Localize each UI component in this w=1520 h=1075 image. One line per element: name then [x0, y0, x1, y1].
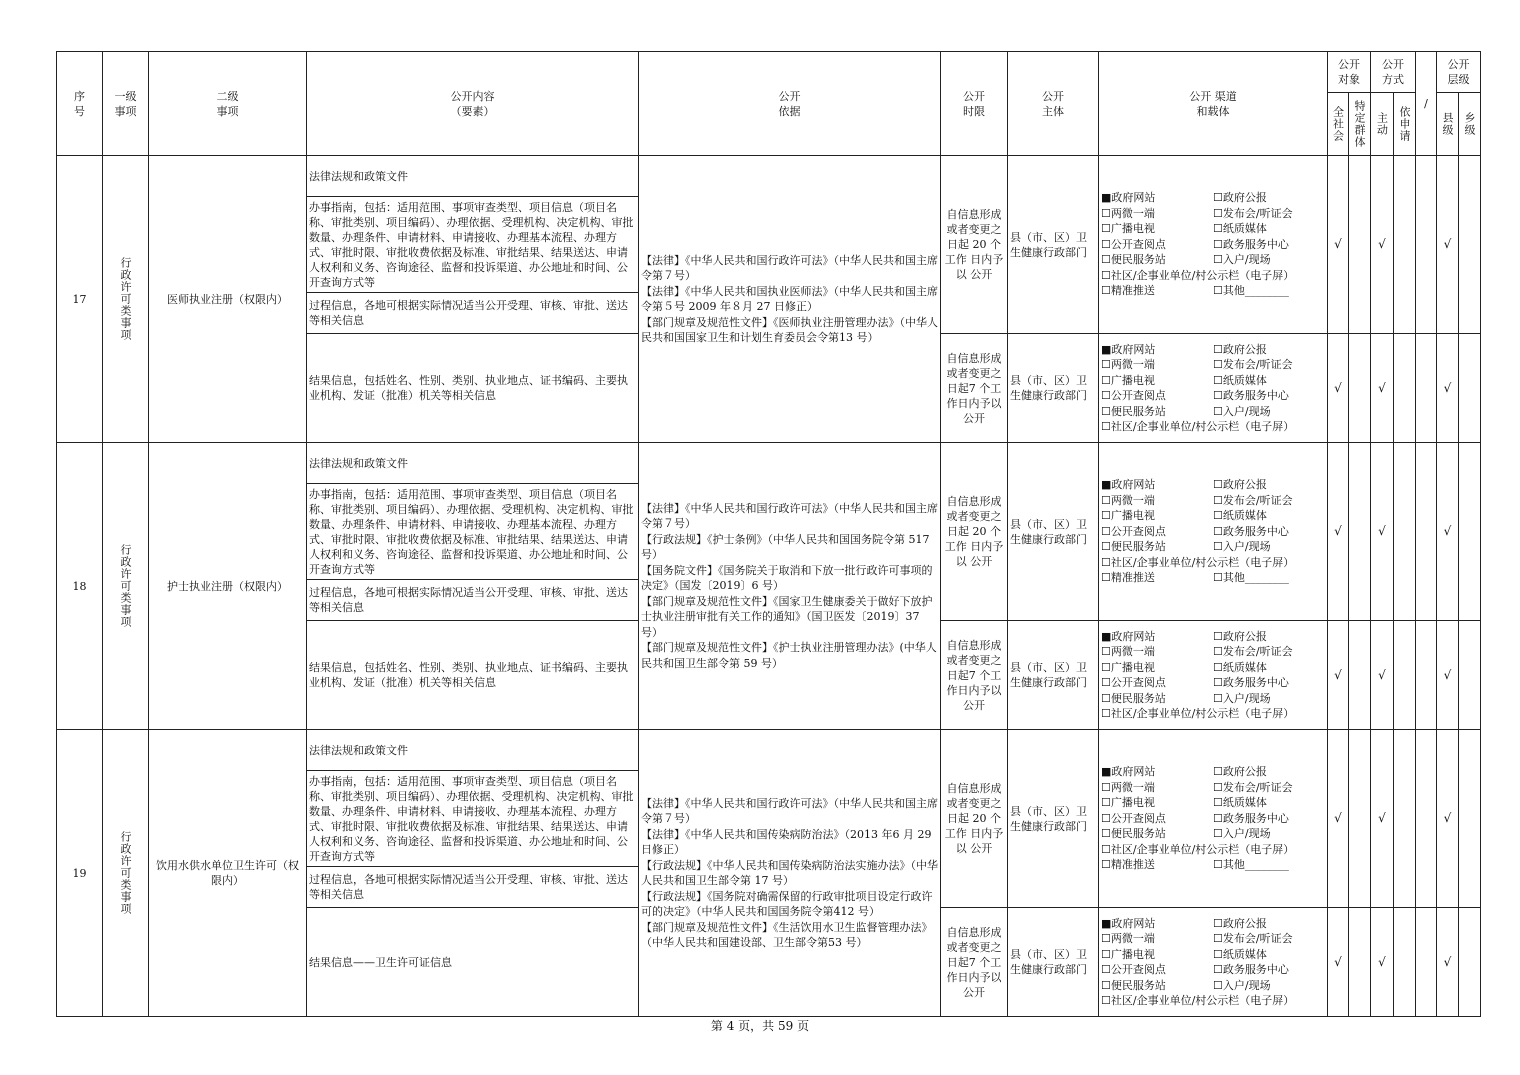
content-cell: 法律法规和政策文件 — [307, 156, 639, 197]
basis-cell: 【法律】《中华人民共和国行政许可法》（中华人民共和国主席令第７号） 【法律】《中华人民共和国传染病防治法》（2013 年6 月 29 日修正） 【行政法规】《中华人民共和国传染病防治法实施办法》（中华人民共和国卫生部令第 17 号） 【行政法规】《国务院对确需保留的行政审批项目设定行政许可的决定》（中华人民共和国国务院令第412 号） 【部门规章及规范性文件】《生活饮用水卫生监督管理办法》（中华人民共和国建设部、卫生部令第53 号） — [639, 730, 941, 1017]
table-row — [57, 443, 1481, 484]
channel-list — [1101, 477, 1325, 586]
subject-cell: 县（市、区）卫 生健康行政部门 — [1008, 443, 1099, 621]
channel-option: ☐公开查阅点 — [1101, 963, 1166, 976]
channel-option: ☐便民服务站 — [1101, 253, 1166, 267]
channel-option: ☐纸质媒体 — [1213, 947, 1267, 961]
time-limit-cell: 自信息形成或者变更之日起 20 个工作 日内予以 公开 — [941, 730, 1008, 908]
check-specific — [1349, 908, 1371, 1017]
channel-option: ☐纸质媒体 — [1213, 373, 1267, 387]
check-specific — [1349, 443, 1371, 621]
check-apply — [1394, 443, 1416, 621]
header-obj-all: 全社会 — [1328, 93, 1349, 156]
channel-option: ☐便民服务站 — [1101, 540, 1166, 554]
check-county: √ — [1437, 334, 1459, 443]
disclosure-table — [56, 51, 1481, 1017]
check-specific — [1349, 156, 1371, 334]
basis-cell: 【法律】《中华人民共和国行政许可法》（中华人民共和国主席令第７号） 【法律】《中华人民共和国执业医师法》（中华人民共和国主席令第５号 2009 年８月 27 日修正） 【部门规章及规范性文件】《医师执业注册管理办法》（中华人民共和国国家卫生和计划生育委员会令第13 号） — [639, 156, 941, 443]
channel-list — [1101, 764, 1325, 873]
channel-option: ■政府网站 — [1101, 916, 1156, 930]
channel-option: ☐纸质媒体 — [1213, 222, 1267, 236]
channel-option: ☐公开查阅点 — [1101, 389, 1166, 402]
subject-cell: 县（市、区）卫 生健康行政部门 — [1008, 908, 1099, 1017]
channel-option: ☐政务服务中心 — [1213, 963, 1289, 976]
channel-option: ■政府网站 — [1101, 191, 1156, 205]
channel-option: ☐发布会/听证会 — [1213, 780, 1293, 794]
channel-list — [1101, 190, 1325, 299]
content-cell: 结果信息——卫生许可证信息 — [307, 908, 639, 1017]
channel-option: ☐政务服务中心 — [1213, 524, 1289, 538]
row-number: 18 — [57, 443, 103, 730]
check-county: √ — [1437, 730, 1459, 908]
channel-option: ☐社区/企事业单位/村公示栏（电子屏） — [1101, 268, 1295, 282]
channel-cell — [1099, 443, 1328, 621]
channel-option: ☐社区/企事业单位/村公示栏（电子屏） — [1101, 994, 1295, 1007]
channel-option: ☐发布会/听证会 — [1213, 206, 1293, 220]
content-cell: 办事指南，包括：适用范围、事项审查类型、项目信息（项目名称、审批类别、项目编码）、办理依据、受理机构、决定机构、审批数量、办理条件、申请材料、申请接收、办理基本流程、办理方式、审批时限、审批收费依据及标准、审批结果、结果送达、申请人权利和义务、咨询途径、监督和投诉渠道、办公地址和时间、公开查询方式等 — [307, 197, 639, 293]
check-slash — [1416, 443, 1437, 621]
channel-option: ☐政府公报 — [1213, 342, 1267, 356]
level2-cell: 医师执业注册（权限内） — [149, 156, 307, 443]
header-object: 公开 对象 — [1328, 52, 1371, 93]
channel-cell — [1099, 156, 1328, 334]
channel-option: ■政府网站 — [1101, 765, 1156, 779]
check-active: √ — [1371, 443, 1394, 621]
channel-option: ☐便民服务站 — [1101, 827, 1166, 841]
header-obj-specific: 特定群体 — [1349, 93, 1371, 156]
channel-list — [1101, 342, 1325, 435]
check-specific — [1349, 334, 1371, 443]
channel-option: ☐发布会/听证会 — [1213, 358, 1293, 371]
check-town — [1459, 908, 1481, 1017]
channel-option: ☐两微一端 — [1101, 206, 1155, 220]
content-cell: 结果信息，包括姓名、性别、类别、执业地点、证书编码、主要执业机构、发证（批准）机关等相关信息 — [307, 621, 639, 730]
check-slash — [1416, 621, 1437, 730]
header-basis: 公开 依据 — [639, 52, 941, 156]
channel-option: ☐入户/现场 — [1213, 540, 1271, 554]
time-limit-cell: 自信息形成或者变更之日起7 个工作日内予以公开 — [941, 908, 1008, 1017]
page-footer: 第 4 页，共 59 页 — [710, 1019, 810, 1033]
channel-option: ☐入户/现场 — [1213, 691, 1271, 705]
check-all: √ — [1328, 908, 1349, 1017]
channel-option: ☐精准推送 — [1101, 858, 1155, 872]
header-subject: 公开 主体 — [1008, 52, 1099, 156]
channel-option: ☐公开查阅点 — [1101, 811, 1166, 825]
check-active: √ — [1371, 908, 1394, 1017]
channel-option: ☐政府公报 — [1213, 765, 1267, 779]
subject-cell: 县（市、区）卫 生健康行政部门 — [1008, 334, 1099, 443]
check-all: √ — [1328, 443, 1349, 621]
channel-option: ☐公开查阅点 — [1101, 676, 1166, 689]
channel-option: ☐其他________ — [1213, 284, 1289, 298]
channel-option: ■政府网站 — [1101, 478, 1156, 492]
content-cell: 法律法规和政策文件 — [307, 730, 639, 771]
channel-option: ☐公开查阅点 — [1101, 524, 1166, 538]
level1-cell: 行政许可类事项 — [103, 730, 149, 1017]
channel-option: ☐政府公报 — [1213, 916, 1267, 930]
check-county: √ — [1437, 908, 1459, 1017]
check-apply — [1394, 156, 1416, 334]
header-level: 公开 层级 — [1437, 52, 1481, 93]
channel-option: ■政府网站 — [1101, 342, 1156, 356]
channel-option: ☐政府公报 — [1213, 191, 1267, 205]
channel-option: ☐其他________ — [1213, 571, 1289, 585]
channel-option: ☐入户/现场 — [1213, 404, 1271, 418]
check-apply — [1394, 334, 1416, 443]
channel-option: ☐广播电视 — [1101, 947, 1155, 961]
time-limit-cell: 自信息形成或者变更之日起 20 个工作 日内予以 公开 — [941, 156, 1008, 334]
channel-option: ☐纸质媒体 — [1213, 509, 1267, 523]
time-limit-cell: 自信息形成或者变更之日起7 个工作日内予以公开 — [941, 334, 1008, 443]
channel-option: ☐纸质媒体 — [1213, 796, 1267, 810]
level2-cell: 饮用水供水单位卫生许可（权限内） — [149, 730, 307, 1017]
check-all: √ — [1328, 334, 1349, 443]
channel-option: ☐公开查阅点 — [1101, 237, 1166, 251]
check-town — [1459, 443, 1481, 621]
channel-option: ☐便民服务站 — [1101, 691, 1166, 705]
channel-cell — [1099, 334, 1328, 443]
channel-cell — [1099, 908, 1328, 1017]
channel-option: ☐两微一端 — [1101, 493, 1155, 507]
header-mode-active: 主动 — [1371, 93, 1394, 156]
check-specific — [1349, 621, 1371, 730]
basis-cell: 【法律】《中华人民共和国行政许可法》（中华人民共和国主席令第７号） 【行政法规】《护士条例》（中华人民共和国国务院令第 517 号） 【国务院文件】《国务院关于取消和下放一批行政许可事项的决定》（国发〔2019〕6 号） 【部门规章及规范性文件】《国家卫生健康委关于做好下放护士执业注册审批有关工作的通知》（国卫医发〔2019〕37 号） 【部门规章及规范性文件】《护士执业注册管理办法》(中华人民共和国卫生部令第 59 号） — [639, 443, 941, 730]
header-lvl-county: 县级 — [1437, 93, 1459, 156]
check-slash — [1416, 730, 1437, 908]
table-row — [57, 730, 1481, 771]
content-cell: 过程信息，各地可根据实际情况适当公开受理、审核、审批、送达等相关信息 — [307, 867, 639, 908]
channel-list — [1101, 916, 1325, 1009]
channel-option: ☐发布会/听证会 — [1213, 645, 1293, 658]
check-town — [1459, 621, 1481, 730]
header-level2: 二级 事项 — [149, 52, 307, 156]
channel-cell — [1099, 621, 1328, 730]
header-time: 公开 时限 — [941, 52, 1008, 156]
check-slash — [1416, 156, 1437, 334]
table-row — [57, 156, 1481, 197]
time-limit-cell: 自信息形成或者变更之日起7 个工作日内予以公开 — [941, 621, 1008, 730]
channel-option: ☐社区/企事业单位/村公示栏（电子屏） — [1101, 420, 1295, 433]
content-cell: 办事指南，包括：适用范围、事项审查类型、项目信息（项目名称、审批类别、项目编码）、办理依据、受理机构、决定机构、审批数量、办理条件、申请材料、申请接收、办理基本流程、办理方式、审批时限、审批收费依据及标准、审批结果、结果送达、申请人权利和义务、咨询途径、监督和投诉渠道、办公地址和时间、公开查询方式等 — [307, 484, 639, 580]
check-county: √ — [1437, 156, 1459, 334]
channel-option: ☐广播电视 — [1101, 796, 1155, 810]
channel-option: ☐广播电视 — [1101, 373, 1155, 387]
row-number: 17 — [57, 156, 103, 443]
check-active: √ — [1371, 621, 1394, 730]
channel-option: ☐便民服务站 — [1101, 978, 1166, 992]
channel-option: ■政府网站 — [1101, 629, 1156, 643]
subject-cell: 县（市、区）卫 生健康行政部门 — [1008, 621, 1099, 730]
subject-cell: 县（市、区）卫 生健康行政部门 — [1008, 730, 1099, 908]
header-slash: / — [1416, 52, 1437, 156]
channel-cell — [1099, 730, 1328, 908]
channel-option: ☐广播电视 — [1101, 509, 1155, 523]
content-cell: 法律法规和政策文件 — [307, 443, 639, 484]
channel-list — [1101, 629, 1325, 722]
content-cell: 办事指南，包括：适用范围、事项审查类型、项目信息（项目名称、审批类别、项目编码）、办理依据、受理机构、决定机构、审批数量、办理条件、申请材料、申请接收、办理基本流程、办理方式、审批时限、审批收费依据及标准、审批结果、结果送达、申请人权利和义务、咨询途径、监督和投诉渠道、办公地址和时间、公开查询方式等 — [307, 771, 639, 867]
header-channel: 公开 渠道 和载体 — [1099, 52, 1328, 156]
channel-option: ☐广播电视 — [1101, 222, 1155, 236]
time-limit-cell: 自信息形成或者变更之日起 20 个工作 日内予以 公开 — [941, 443, 1008, 621]
content-cell: 过程信息，各地可根据实际情况适当公开受理、审核、审批、送达等相关信息 — [307, 580, 639, 621]
channel-option: ☐两微一端 — [1101, 780, 1155, 794]
check-active: √ — [1371, 334, 1394, 443]
check-all: √ — [1328, 730, 1349, 908]
channel-option: ☐社区/企事业单位/村公示栏（电子屏） — [1101, 707, 1295, 720]
channel-option: ☐发布会/听证会 — [1213, 493, 1293, 507]
channel-option: ☐政务服务中心 — [1213, 389, 1289, 402]
channel-option: ☐政务服务中心 — [1213, 676, 1289, 689]
content-cell: 过程信息，各地可根据实际情况适当公开受理、审核、审批、送达等相关信息 — [307, 293, 639, 334]
channel-option: ☐政府公报 — [1213, 629, 1267, 643]
check-active: √ — [1371, 156, 1394, 334]
channel-option: ☐发布会/听证会 — [1213, 932, 1293, 945]
header-content: 公开内容 （要素） — [307, 52, 639, 156]
channel-option: ☐其他________ — [1213, 858, 1289, 872]
channel-option: ☐政务服务中心 — [1213, 811, 1289, 825]
check-town — [1459, 334, 1481, 443]
header-mode: 公开 方式 — [1371, 52, 1416, 93]
channel-option: ☐便民服务站 — [1101, 404, 1166, 418]
row-number: 19 — [57, 730, 103, 1017]
channel-option: ☐两微一端 — [1101, 358, 1155, 371]
channel-option: ☐政务服务中心 — [1213, 237, 1289, 251]
header-no: 序 号 — [57, 52, 103, 156]
level1-cell: 行政许可类事项 — [103, 156, 149, 443]
channel-option: ☐入户/现场 — [1213, 253, 1271, 267]
channel-option: ☐入户/现场 — [1213, 978, 1271, 992]
content-cell: 结果信息，包括姓名、性别、类别、执业地点、证书编码、主要执业机构、发证（批准）机关等相关信息 — [307, 334, 639, 443]
check-town — [1459, 156, 1481, 334]
level2-cell: 护士执业注册（权限内） — [149, 443, 307, 730]
subject-cell: 县（市、区）卫 生健康行政部门 — [1008, 156, 1099, 334]
check-slash — [1416, 334, 1437, 443]
channel-option: ☐纸质媒体 — [1213, 660, 1267, 674]
check-county: √ — [1437, 621, 1459, 730]
check-apply — [1394, 730, 1416, 908]
channel-option: ☐社区/企事业单位/村公示栏（电子屏） — [1101, 555, 1295, 569]
check-all: √ — [1328, 156, 1349, 334]
check-active: √ — [1371, 730, 1394, 908]
level1-cell: 行政许可类事项 — [103, 443, 149, 730]
check-town — [1459, 730, 1481, 908]
check-all: √ — [1328, 621, 1349, 730]
channel-option: ☐政府公报 — [1213, 478, 1267, 492]
check-specific — [1349, 730, 1371, 908]
check-apply — [1394, 908, 1416, 1017]
check-apply — [1394, 621, 1416, 730]
header-mode-apply: 依申请 — [1394, 93, 1416, 156]
channel-option: ☐两微一端 — [1101, 932, 1155, 945]
check-slash — [1416, 908, 1437, 1017]
channel-option: ☐两微一端 — [1101, 645, 1155, 658]
channel-option: ☐社区/企事业单位/村公示栏（电子屏） — [1101, 842, 1295, 856]
channel-option: ☐入户/现场 — [1213, 827, 1271, 841]
header-level1: 一级 事项 — [103, 52, 149, 156]
check-county: √ — [1437, 443, 1459, 621]
channel-option: ☐精准推送 — [1101, 571, 1155, 585]
channel-option: ☐广播电视 — [1101, 660, 1155, 674]
header-lvl-town: 乡级 — [1459, 93, 1481, 156]
channel-option: ☐精准推送 — [1101, 284, 1155, 298]
